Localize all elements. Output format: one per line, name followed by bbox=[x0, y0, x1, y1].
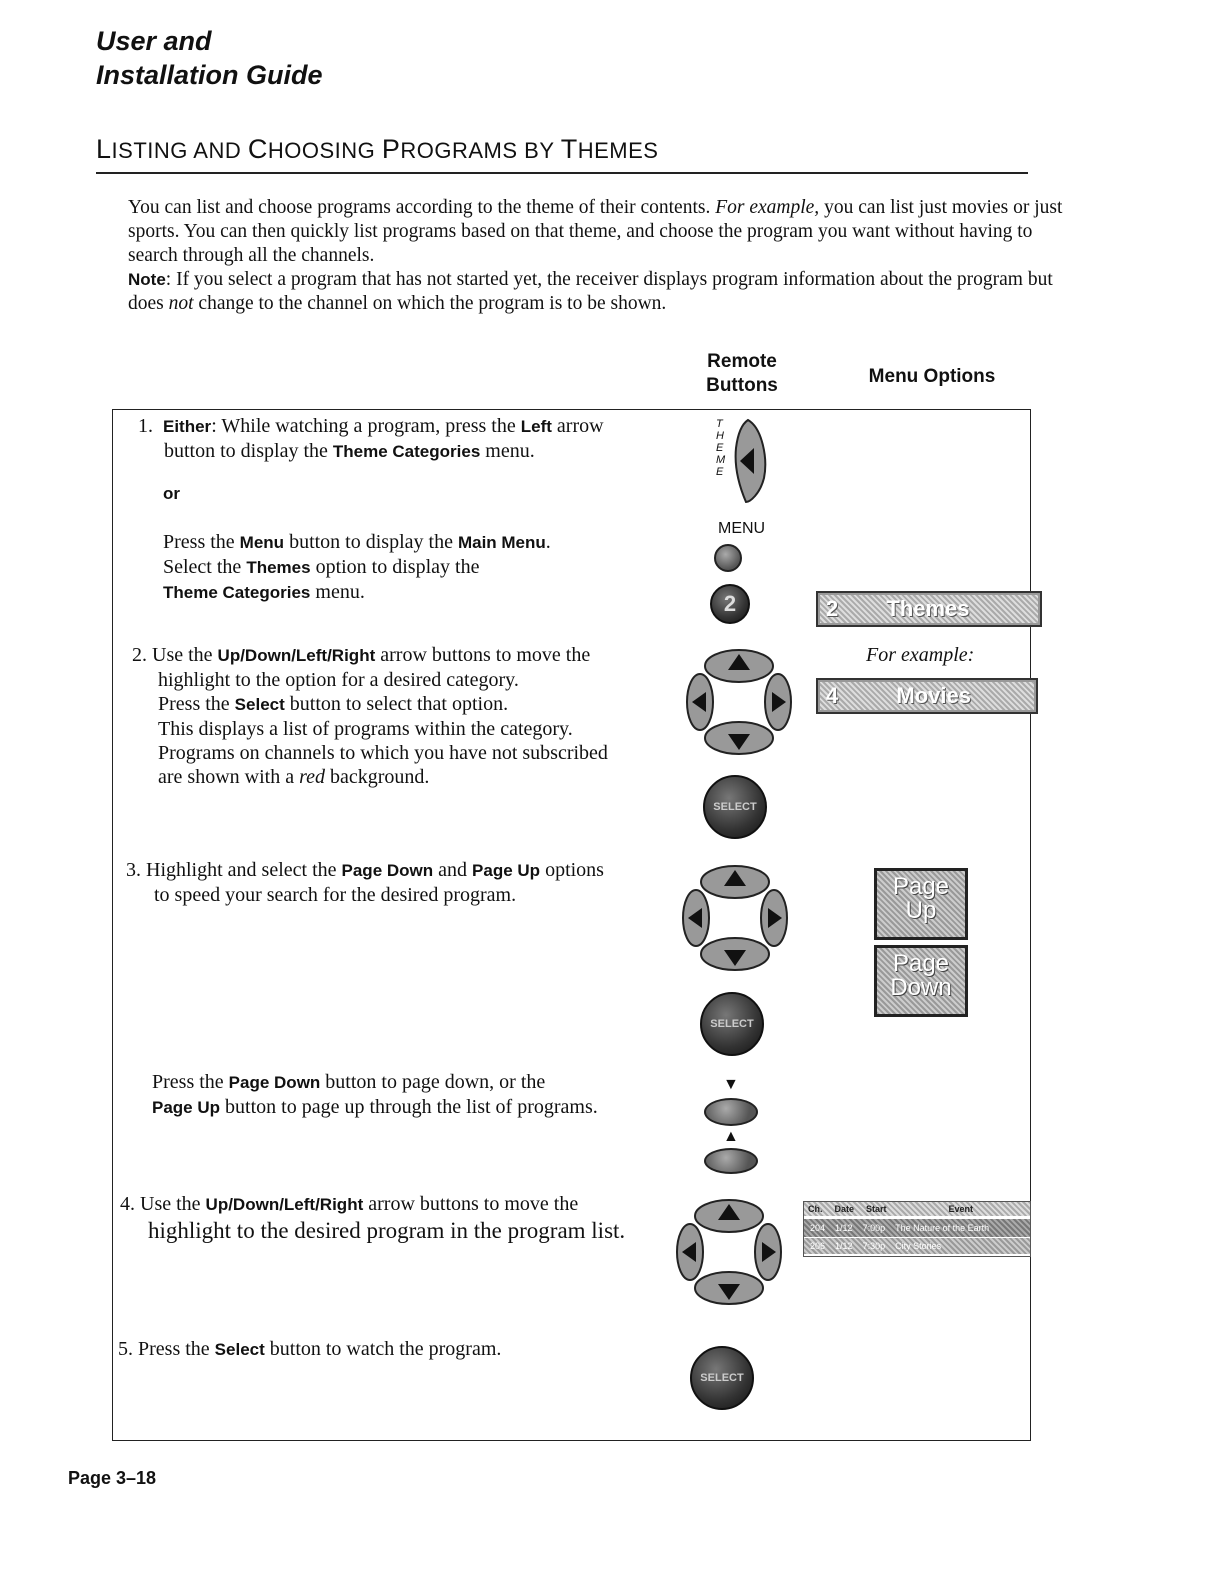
step-5: 5. Press the Select button to watch the program. bbox=[118, 1338, 502, 1360]
step-1-alt: Press the Menu button to display the Main Menu. Select the Themes option to display the Theme Categories menu. bbox=[163, 531, 551, 603]
page-down-menu-option[interactable]: Page Down bbox=[874, 945, 968, 1017]
for-example-label: For example: bbox=[866, 644, 975, 666]
themes-menu-option[interactable]: 2 Themes bbox=[816, 591, 1042, 627]
step-2: 2. Use the Up/Down/Left/Right arrow buttons to move the highlight to the option for a desired category. Press the Select button to select that option. This displays a list of programs within the category. Programs on channels to which you have not subscribed are shown with a red background. bbox=[132, 644, 608, 788]
intro-note: Note: If you select a program that has not started yet, the receiver displays program information about the program but does not change to the channel on which the program is to be shown. bbox=[128, 269, 1053, 314]
section-rule bbox=[96, 172, 1028, 174]
page-up-arrow-icon: ▲ bbox=[723, 1128, 739, 1145]
dpad-step2[interactable] bbox=[684, 646, 794, 758]
number-2-button[interactable]: 2 bbox=[710, 584, 750, 624]
menu-button-label: MENU bbox=[718, 520, 766, 537]
guide-title-line1: User and bbox=[96, 26, 212, 56]
menu-options-header: Menu Options bbox=[868, 366, 996, 387]
program-list bbox=[803, 1201, 1031, 1257]
select-button-step3[interactable]: SELECT bbox=[700, 992, 764, 1056]
program-list-row[interactable]: 204 1/12 7:00p The Nature of the Earth bbox=[804, 1219, 1030, 1237]
step-4: 4. Use the Up/Down/Left/Right arrow buttons to move the highlight to the desired program in the program list. bbox=[120, 1193, 626, 1243]
page-up-button[interactable] bbox=[704, 1148, 758, 1174]
page-down-button[interactable] bbox=[704, 1098, 758, 1126]
intro-paragraph: You can list and choose programs according to the theme of their contents. For example, you can list just movies or just sports. You can then quickly list programs based on that theme, and choose the program you want without having to search through all the channels. bbox=[128, 197, 1063, 266]
section-title: LISTING AND CHOOSING PROGRAMS BY THEMES bbox=[96, 134, 659, 164]
program-list-header: Ch. Date Start Event bbox=[804, 1202, 1030, 1216]
step-3-paging: Press the Page Down button to page down, or the Page Up button to page up through the list of programs. bbox=[152, 1071, 598, 1118]
page-up-menu-option[interactable]: Page Up bbox=[874, 868, 968, 940]
dpad-step4[interactable] bbox=[674, 1196, 784, 1308]
movies-menu-option[interactable]: 4 Movies bbox=[816, 678, 1038, 714]
select-button-step2[interactable]: SELECT bbox=[703, 775, 767, 839]
remote-buttons-header: Remote Buttons bbox=[706, 351, 778, 396]
step-1: 1. Either: While watching a program, press the Left arrow button to display the Theme Categories menu. bbox=[138, 415, 604, 462]
page-down-arrow-icon: ▼ bbox=[723, 1076, 739, 1093]
menu-button[interactable] bbox=[714, 544, 742, 572]
page-number: Page 3–18 bbox=[68, 1468, 157, 1488]
step-1-or: or bbox=[163, 484, 180, 503]
dpad-step3[interactable] bbox=[680, 862, 790, 974]
left-arrow-theme-button[interactable] bbox=[726, 418, 770, 504]
select-button-step5[interactable]: SELECT bbox=[690, 1346, 754, 1410]
step-3: 3. Highlight and select the Page Down and Page Up options to speed your search for the desired program. bbox=[126, 859, 604, 906]
program-list-row[interactable]: 206 1/12 7:30p City Stories bbox=[804, 1238, 1030, 1254]
guide-title-line2: Installation Guide bbox=[96, 60, 323, 90]
theme-letters: T H E M E bbox=[716, 418, 726, 478]
